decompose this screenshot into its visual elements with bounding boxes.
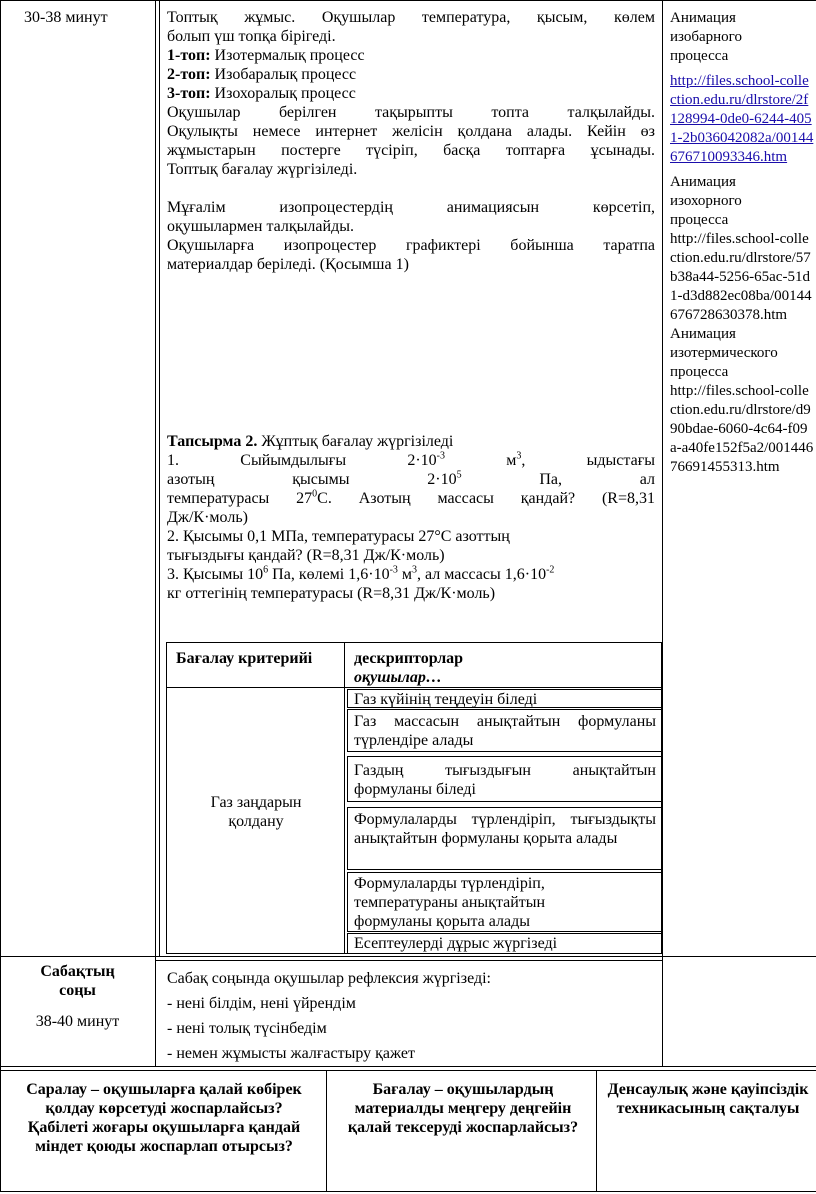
task2-p1-line3 (167, 489, 655, 508)
p1-j: температурасы (167, 490, 270, 507)
footer-border-left (0, 1066, 1, 1191)
isobaric-link[interactable]: http://files.school-collection.edu.ru/dlrstore/2f128994-0de0-6244-4051-2b036042082a/00144676710093346.htm (670, 73, 814, 165)
group-3 (167, 84, 655, 103)
criteria-header-descriptor-sub: оқушылар… (354, 669, 442, 686)
col-divider-1b (159, 0, 160, 956)
footer-divider-2 (596, 1070, 597, 1191)
p1-h: Па, (539, 471, 562, 488)
descriptor-6: Есептеулерді дұрыс жүргізеді (354, 935, 558, 952)
criteria-header-criterion: Бағалау критерийі (176, 650, 313, 667)
col-divider-2 (662, 0, 663, 1066)
p1-a: Сыйымдылығы (240, 452, 347, 469)
discuss-4: Топтық бағалау жүргізіледі. (167, 161, 358, 178)
time-label: 30-38 минут (24, 9, 108, 26)
handout-2: материалдар беріледі. (Қосымша 1) (167, 256, 409, 273)
discuss-1: Оқушылар берілген тақырыпты топта талқылайды. (167, 104, 655, 121)
task2-p2-line1: 2. Қысымы 0,1 МПа, температурасы 27°С азоттың (167, 528, 510, 545)
ending-item: - немен жұмысты жалғастыру қажет (167, 1045, 415, 1062)
row-divider-1 (0, 956, 816, 957)
p1-e: азотың (167, 471, 215, 488)
criteria-col-divider (344, 642, 345, 954)
task2 (167, 432, 655, 603)
group-1-label: 1-топ: (167, 47, 211, 64)
table-border-left (0, 0, 1, 1066)
task2-p2-line2: тығыздығы қандай? (R=8,31 Дж/К·моль) (167, 547, 445, 564)
task2-p1-line4: Дж/К·моль) (167, 509, 248, 526)
isochoric-link: http://files.school-collection.edu.ru/dlrstore/57b38a44-5256-65ac-51d1-d3d882ec08ba/00144676728630378.htm (670, 231, 812, 323)
group-3-label: 3-топ: (167, 85, 211, 102)
task2-p3-line1: 3. Қысымы $10^6$ Па, көлемі $1,6\cdot 10^{-3}$ $м^3$, ал массасы $1,6\cdot 10^{-2}$ (167, 564, 555, 583)
discuss-3: жұмыстарын постерге түсіріп, басқа топтарға ұсынады. (167, 142, 655, 159)
group-2-label: 2-топ: (167, 66, 211, 83)
footer-assessment: Бағалау – оқушылардың материалды меңгеру деңгейін қалай тексеруді жоспарлайсыз? (347, 1081, 579, 1136)
isochoric-title: Анимация изохорного процесса (670, 174, 742, 228)
descriptor-3: Газдың тығыздығын анықтайтын формуланы біледі (354, 762, 656, 798)
group-3-text: Изохоралық процесс (210, 85, 356, 102)
p1-b: $2\cdot 10^{-3}$ (407, 450, 445, 469)
criteria-header-descriptor: дескрипторлар (354, 650, 464, 667)
col-divider-1 (155, 0, 156, 1066)
group-2 (167, 65, 655, 84)
discuss-2: Оқулықты немесе интернет желісін қолдана алады. Кейін өз (167, 123, 655, 140)
ending-item: - нені толық түсінбедім (167, 1020, 327, 1037)
descriptor-2: Газ массасын анықтайтын формуланы түрлендіре алады (354, 713, 656, 749)
task2-p3-line2: кг оттегінің температурасы (R=8,31 Дж/К·моль) (167, 585, 496, 602)
descriptor-5: Формулаларды түрлендіріп, температураны анықтайтын формуланы қорыта алады (354, 875, 546, 930)
task2-title-rest: Жұптық бағалау жүргізіледі (257, 433, 454, 450)
row-divider-2 (0, 1066, 816, 1067)
footer-health: Денсаулық және қауіпсіздік техникасының сақталуы (607, 1081, 809, 1117)
teacher-1: Мұғалім изопроцестердің анимациясын көрсетіп, (167, 199, 655, 216)
group-2-text: Изобаралық процесс (210, 66, 357, 83)
row-divider-2b (0, 1070, 816, 1071)
descriptor-1: Газ күйінің теңдеуін біледі (354, 691, 538, 708)
ending-intro: Сабақ соңында оқушылар рефлексия жүргізеді: (167, 970, 491, 987)
handout-1: Оқушыларға изопроцестер графиктері бойынша таратпа (167, 237, 655, 254)
footer-differentiation: Саралау – оқушыларға қалай көбірек қолдау көрсетуді жоспарлайсыз? Қабілеті жоғары оқушыларға қандай міндет қоюды жоспарлап отырсыз? (26, 1081, 302, 1155)
group-intro-2: болып үш топқа бірігеді. (167, 28, 336, 45)
isothermal-title: Анимация изотермического процесса (670, 326, 778, 380)
teacher-2: оқушылармен талқылайды. (167, 218, 354, 235)
ending-label-1: Сабақтың (40, 963, 115, 980)
resources (670, 9, 816, 477)
p1-num: 1. (167, 452, 179, 469)
p1-f: қысымы (292, 471, 350, 488)
p1-g: $2\cdot 10^5$ (427, 469, 462, 488)
p1-k: $27^0С$. Азотың массасы қандай? (296, 488, 576, 507)
footer-divider-1 (326, 1070, 327, 1191)
p1-c: $м^3$, ыдыстағы (506, 450, 655, 469)
group-intro-1: Топтық жұмыс. Оқушылар температура, қысым, көлем (167, 9, 655, 26)
table-border-top (0, 0, 816, 1)
task2-p1-line1 (167, 451, 655, 470)
group-1-text: Изотермалық процесс (210, 47, 365, 64)
main-content (167, 8, 655, 274)
p1-i: ал (639, 471, 656, 488)
task2-title: Тапсырма 2. (167, 433, 258, 450)
criteria-criterion: Газ заңдарын қолдану (210, 794, 302, 830)
group-1 (167, 46, 655, 65)
ending-label-2: соңы (59, 982, 96, 999)
ending-content (167, 966, 655, 1066)
task2-p1-line2 (167, 470, 655, 489)
p1-m: (R=8,31 (601, 490, 655, 507)
isobaric-title: Анимация изобарного процесса (670, 10, 742, 64)
ending-item: - нені білдім, нені үйрендім (167, 995, 356, 1012)
table-border-bottom (0, 1191, 816, 1192)
criteria-header-divider (166, 687, 662, 688)
row-divider-1b (155, 960, 662, 961)
isothermal-link: http://files.school-collection.edu.ru/dlrstore/d990bdae-6060-4c64-f09a-a40fe152f5a2/00144676691455313.htm (670, 383, 814, 475)
ending-time: 38-40 минут (35, 1013, 120, 1030)
task2-title-line (167, 432, 655, 451)
descriptor-4: Формулаларды түрлендіріп, тығыздықты анықтайтын формуланы қорыта алады (354, 811, 656, 847)
